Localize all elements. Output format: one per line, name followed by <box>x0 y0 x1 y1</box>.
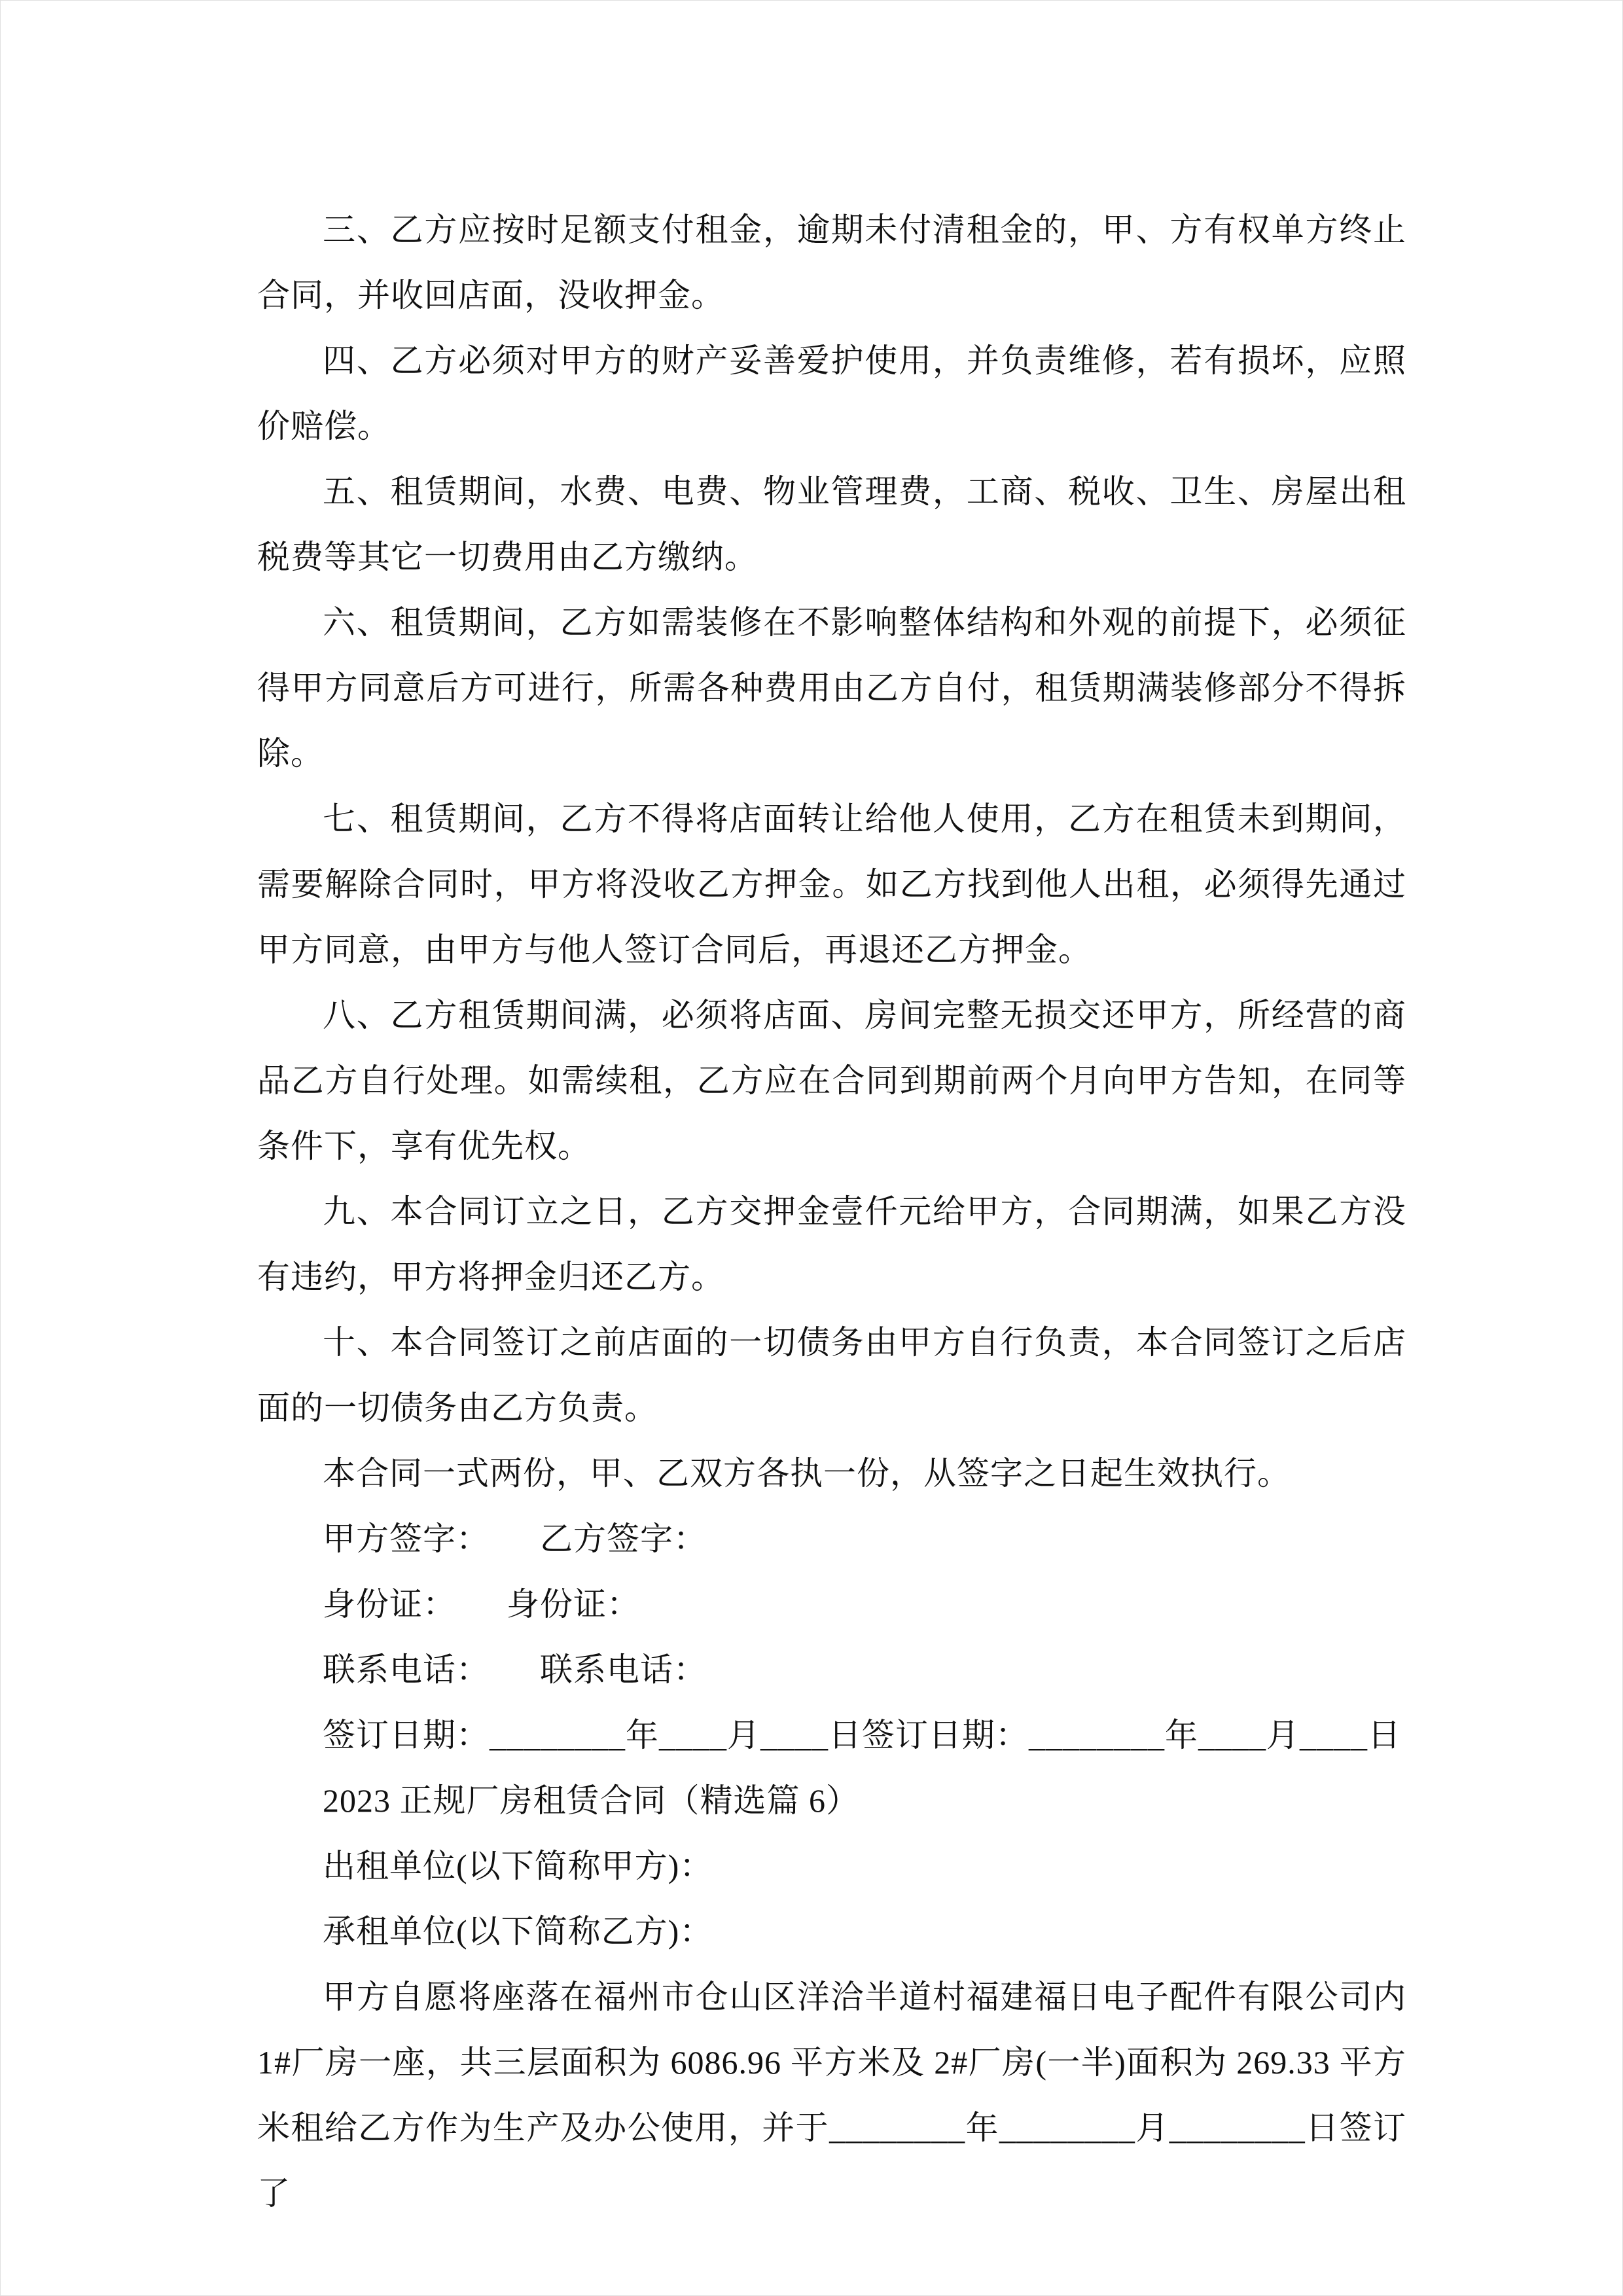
contract-clause-4: 四、乙方必须对甲方的财产妥善爱护使用，并负责维修，若有损坏，应照价赔偿。 <box>257 342 1406 444</box>
contract-clause-5: 五、租赁期间，水费、电费、物业管理费，工商、税收、卫生、房屋出租税费等其它一切费用由乙方缴纳。 <box>257 473 1406 575</box>
next-contract-title: 2023 正规厂房租赁合同（精选篇 6） <box>323 1782 859 1819</box>
contact-phone-line: 联系电话： 联系电话： <box>323 1651 707 1688</box>
contract-clause-9: 九、本合同订立之日，乙方交押金壹仟元给甲方，合同期满，如果乙方没有违约，甲方将押金归还乙方。 <box>257 1193 1406 1295</box>
contract-clause-7: 七、租赁期间，乙方不得将店面转让给他人使用，乙方在租赁未到期间，需要解除合同时，甲方将没收乙方押金。如乙方找到他人出租，必须得先通过甲方同意，由甲方与他人签订合同后，再退还乙方押金。 <box>257 800 1406 968</box>
contract-clause-6: 六、租赁期间，乙方如需装修在不影响整体结构和外观的前提下，必须征得甲方同意后方可进行，所需各种费用由乙方自付，租赁期满装修部分不得拆除。 <box>257 604 1406 772</box>
id-number-line: 身份证： 身份证： <box>323 1586 640 1623</box>
contract-clause-8: 八、乙方租赁期间满，必须将店面、房间完整无损交还甲方，所经营的商品乙方自行处理。如需续租，乙方应在合同到期前两个月向甲方告知，在同等条件下，享有优先权。 <box>257 997 1406 1164</box>
signing-date-line: 签订日期：________年____月____日签订日期：________年____月____日 <box>323 1717 1401 1753</box>
premises-description: 甲方自愿将座落在福州市仓山区洋洽半道村福建福日电子配件有限公司内 1#厂房一座，共三层面积为 6086.96 平方米及 2#厂房(一半)面积为 269.33 平方米租给乙方作为生产及办公使用，并于________年________月________日签订了 <box>257 1979 1406 2212</box>
lessee-line: 承租单位(以下简称乙方)： <box>323 1913 713 1950</box>
contract-copies-statement: 本合同一式两份，甲、乙双方各执一份，从签字之日起生效执行。 <box>323 1455 1291 1492</box>
contract-clause-10: 十、本合同签订之前店面的一切债务由甲方自行负责，本合同签订之后店面的一切债务由乙方负责。 <box>257 1324 1406 1426</box>
lessor-line: 出租单位(以下简称甲方)： <box>323 1848 713 1884</box>
contract-clause-3: 三、乙方应按时足额支付租金，逾期未付清租金的，甲、方有权单方终止合同，并收回店面，没收押金。 <box>257 211 1406 314</box>
signature-line: 甲方签字： 乙方签字： <box>323 1520 707 1557</box>
